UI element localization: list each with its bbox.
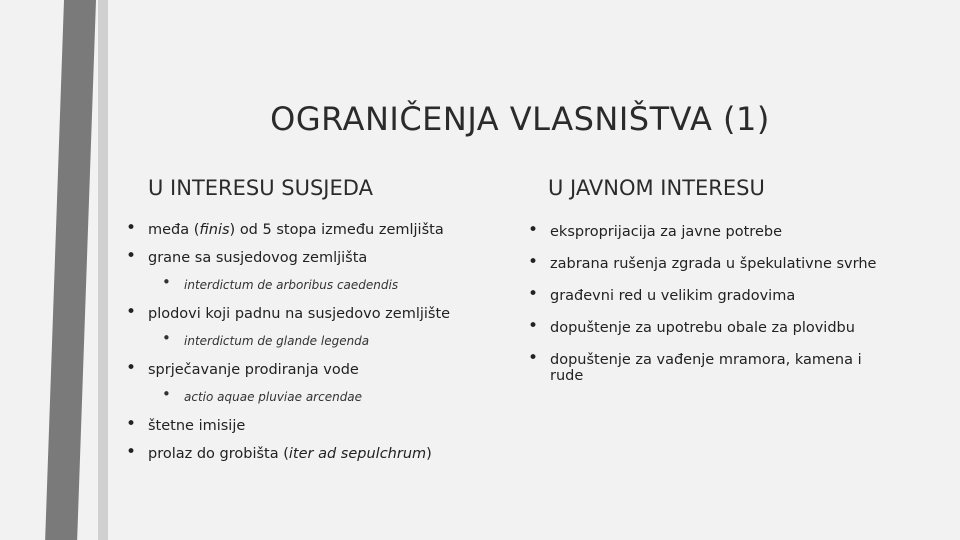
list-item: • sprječavanje prodiranja vode — [126, 358, 359, 378]
bullet-icon: • — [528, 252, 539, 272]
decorative-bar-dark — [45, 0, 96, 540]
list-item: • dopuštenje za upotrebu obale za plovidbu — [528, 316, 855, 336]
bullet-icon: • — [528, 348, 539, 368]
right-column-heading: U JAVNOM INTERESU — [548, 176, 765, 200]
bullet-icon: • — [162, 385, 171, 403]
bullet-icon: • — [126, 218, 137, 238]
list-item: • štetne imisije — [126, 414, 246, 434]
list-item: • zabrana rušenja zgrada u špekulativne svrhe — [528, 252, 877, 272]
list-item: • eksproprijacija za javne potrebe — [528, 220, 782, 240]
sub-list-item: • actio aquae pluviae arcendae — [162, 385, 363, 404]
list-item: • građevni red u velikim gradovima — [528, 284, 796, 304]
bullet-icon: • — [126, 246, 137, 266]
left-column-heading: U INTERESU SUSJEDA — [148, 176, 373, 200]
bullet-icon: • — [528, 220, 539, 240]
left-bullet-list — [126, 218, 506, 474]
bullet-icon: • — [162, 329, 171, 347]
bullet-icon: • — [126, 358, 137, 378]
bullet-icon: • — [126, 414, 137, 434]
list-item: • dopuštenje za vađenje mramora, kamena i rude — [528, 348, 862, 384]
decorative-bar-light — [98, 0, 108, 540]
slide-title: OGRANIČENJA VLASNIŠTVA (1) — [270, 100, 770, 138]
bullet-icon: • — [126, 442, 137, 462]
sub-list-item: • interdictum de arboribus caedendis — [162, 273, 399, 292]
bullet-icon: • — [528, 284, 539, 304]
bullet-icon: • — [528, 316, 539, 336]
list-item: • plodovi koji padnu na susjedovo zemljište — [126, 302, 451, 322]
bullet-icon: • — [126, 302, 137, 322]
right-bullet-list — [528, 220, 888, 392]
list-item: • grane sa susjedovog zemljišta — [126, 246, 368, 266]
bullet-icon: • — [162, 273, 171, 291]
list-item: • prolaz do grobišta (iter ad sepulchrum) — [126, 442, 432, 462]
sub-list-item: • interdictum de glande legenda — [162, 329, 370, 348]
list-item: • međa (finis) od 5 stopa između zemljišta — [126, 218, 444, 238]
